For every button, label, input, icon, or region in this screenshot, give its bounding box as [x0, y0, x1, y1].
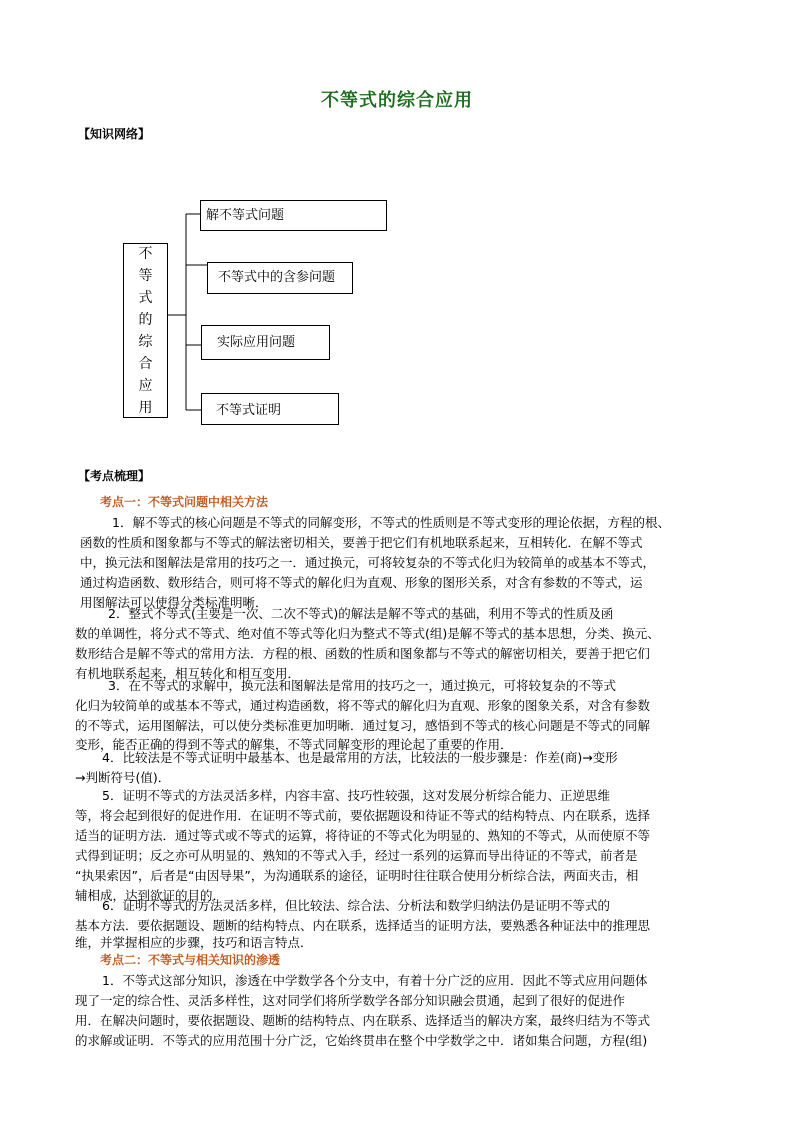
- root-char: 应: [138, 377, 153, 394]
- kp2-line: 的求解或证明．不等式的应用范围十分广泛，它始终贯串在整个中学数学之中．诸如集合问题，方程(组): [75, 1033, 648, 1048]
- kp2-heading: 考点二：不等式与相关知识的渗透: [100, 953, 281, 967]
- key-points-heading: 【考点梳理】: [78, 469, 151, 483]
- kp1-line: 数的单调性，将分式不等式、绝对值不等式等化归为整式不等式(组)是解不等式的基本思想，分类、换元、: [75, 626, 660, 641]
- kp1-line: 辅相成，达到欲证的目的．: [75, 888, 226, 903]
- root-char: 等: [138, 267, 153, 284]
- mindmap-branch-parameters: 不等式中的含参问题: [207, 262, 353, 294]
- mindmap-branch-proof: 不等式证明: [201, 393, 339, 425]
- kp1-line: 的不等式，运用图解法，可以使分类标准更加明晰．通过复习，感悟到不等式的核心问题是不等式的同解: [75, 718, 651, 733]
- kp1-line: 用图解法可以使得分类标准明晰．: [80, 595, 268, 610]
- root-char: 合: [138, 355, 153, 372]
- kp1-line: 维，并掌握相应的步骤，技巧和语言特点．: [75, 935, 313, 950]
- root-char: 不: [138, 245, 153, 262]
- kp1-line: 变形，能否正确的得到不等式的解集，不等式同解变形的理论起了重要的作用．: [75, 737, 513, 752]
- kp1-line: 2．整式不等式(主要是一次、二次不等式)的解法是解不等式的基础，利用不等式的性质及函: [108, 606, 614, 621]
- root-char: 用: [138, 399, 153, 416]
- kp1-line: 式得到证明；反之亦可从明显的、熟知的不等式入手，经过一系列的运算而导出待证的不等式，前者是: [75, 848, 638, 863]
- kp1-line: 等，将会起到很好的促进作用．在证明不等式前，要依据题设和待证不等式的结构特点、内在联系，选择: [75, 808, 651, 823]
- kp1-line: 3．在不等式的求解中，换元法和图解法是常用的技巧之一，通过换元，可将较复杂的不等式: [108, 678, 616, 693]
- mindmap-root: [123, 243, 168, 418]
- root-char: 的: [138, 311, 153, 328]
- root-char: 式: [138, 289, 153, 306]
- kp2-line: 用．在解决问题时，要依据题设、题断的结构特点、内在联系、选择适当的解决方案，最终归结为不等式: [75, 1013, 651, 1028]
- kp1-line: 6．证明不等式的方法灵活多样，但比较法、综合法、分析法和数学归纳法仍是证明不等式的: [102, 898, 610, 913]
- kp1-line: 基本方法．要依据题设、题断的结构特点、内在联系，选择适当的证明方法，要熟悉各种证法中的推理思: [75, 918, 651, 933]
- kp1-line: →判断符号(值)．: [75, 770, 171, 785]
- kp1-line: 1．解不等式的核心问题是不等式的同解变形，不等式的性质则是不等式变形的理论依据，方程的根、: [112, 515, 670, 530]
- kp1-heading: 考点一：不等式问题中相关方法: [100, 495, 269, 509]
- kp2-line: 现了一定的综合性、灵活多样性，这对同学们将所学数学各部分知识融会贯通，起到了很好的促进作: [75, 993, 626, 1008]
- kp1-line: 化归为较简单的或基本不等式，通过构造函数，将不等式的解化归为直观、形象的图象关系，对含有参数: [75, 698, 651, 713]
- mindmap-connectors: [0, 0, 794, 500]
- kp1-line: 5．证明不等式的方法灵活多样，内容丰富、技巧性较强，这对发展分析综合能力、正逆思维: [102, 788, 610, 803]
- kp1-line: 数形结合是解不等式的常用方法．方程的根、函数的性质和图象都与不等式的解密切相关，要善于把它们: [75, 646, 651, 661]
- kp1-line: 通过构造函数、数形结合，则可将不等式的解化归为直观、形象的图形关系，对含有参数的不等式，运: [80, 575, 643, 590]
- kp1-line: 有机地联系起来，相互转化和相互变用．: [75, 666, 301, 681]
- kp1-line: 中，换元法和图解法是常用的技巧之一．通过换元，可将较复杂的不等式化归为较简单的或基本不等式，: [80, 555, 656, 570]
- kp1-line: 函数的性质和图象都与不等式的解法密切相关，要善于把它们有机地联系起来，互相转化．在解不等式: [80, 535, 643, 550]
- page-title: 不等式的综合应用: [321, 90, 473, 111]
- kp1-line: 4．比较法是不等式证明中最基本、也是最常用的方法，比较法的一般步骤是：作差(商)→变形: [102, 750, 618, 765]
- root-char: 综: [138, 333, 153, 350]
- mindmap-branch-applications: 实际应用问题: [201, 325, 330, 360]
- kp2-line: 1．不等式这部分知识，渗透在中学数学各个分支中，有着十分广泛的应用．因此不等式应用问题体: [102, 973, 648, 988]
- knowledge-network-heading: 【知识网络】: [78, 127, 151, 141]
- mindmap-branch-solving: 解不等式问题: [200, 200, 387, 231]
- kp1-line: 适当的证明方法．通过等式或不等式的运算，将待证的不等式化为明显的、熟知的不等式，从而使原不等: [75, 828, 651, 843]
- kp1-line: “执果索因”，后者是“由因导果”，为沟通联系的途径，证明时往往联合使用分析综合法，两面夹击，相: [75, 868, 639, 883]
